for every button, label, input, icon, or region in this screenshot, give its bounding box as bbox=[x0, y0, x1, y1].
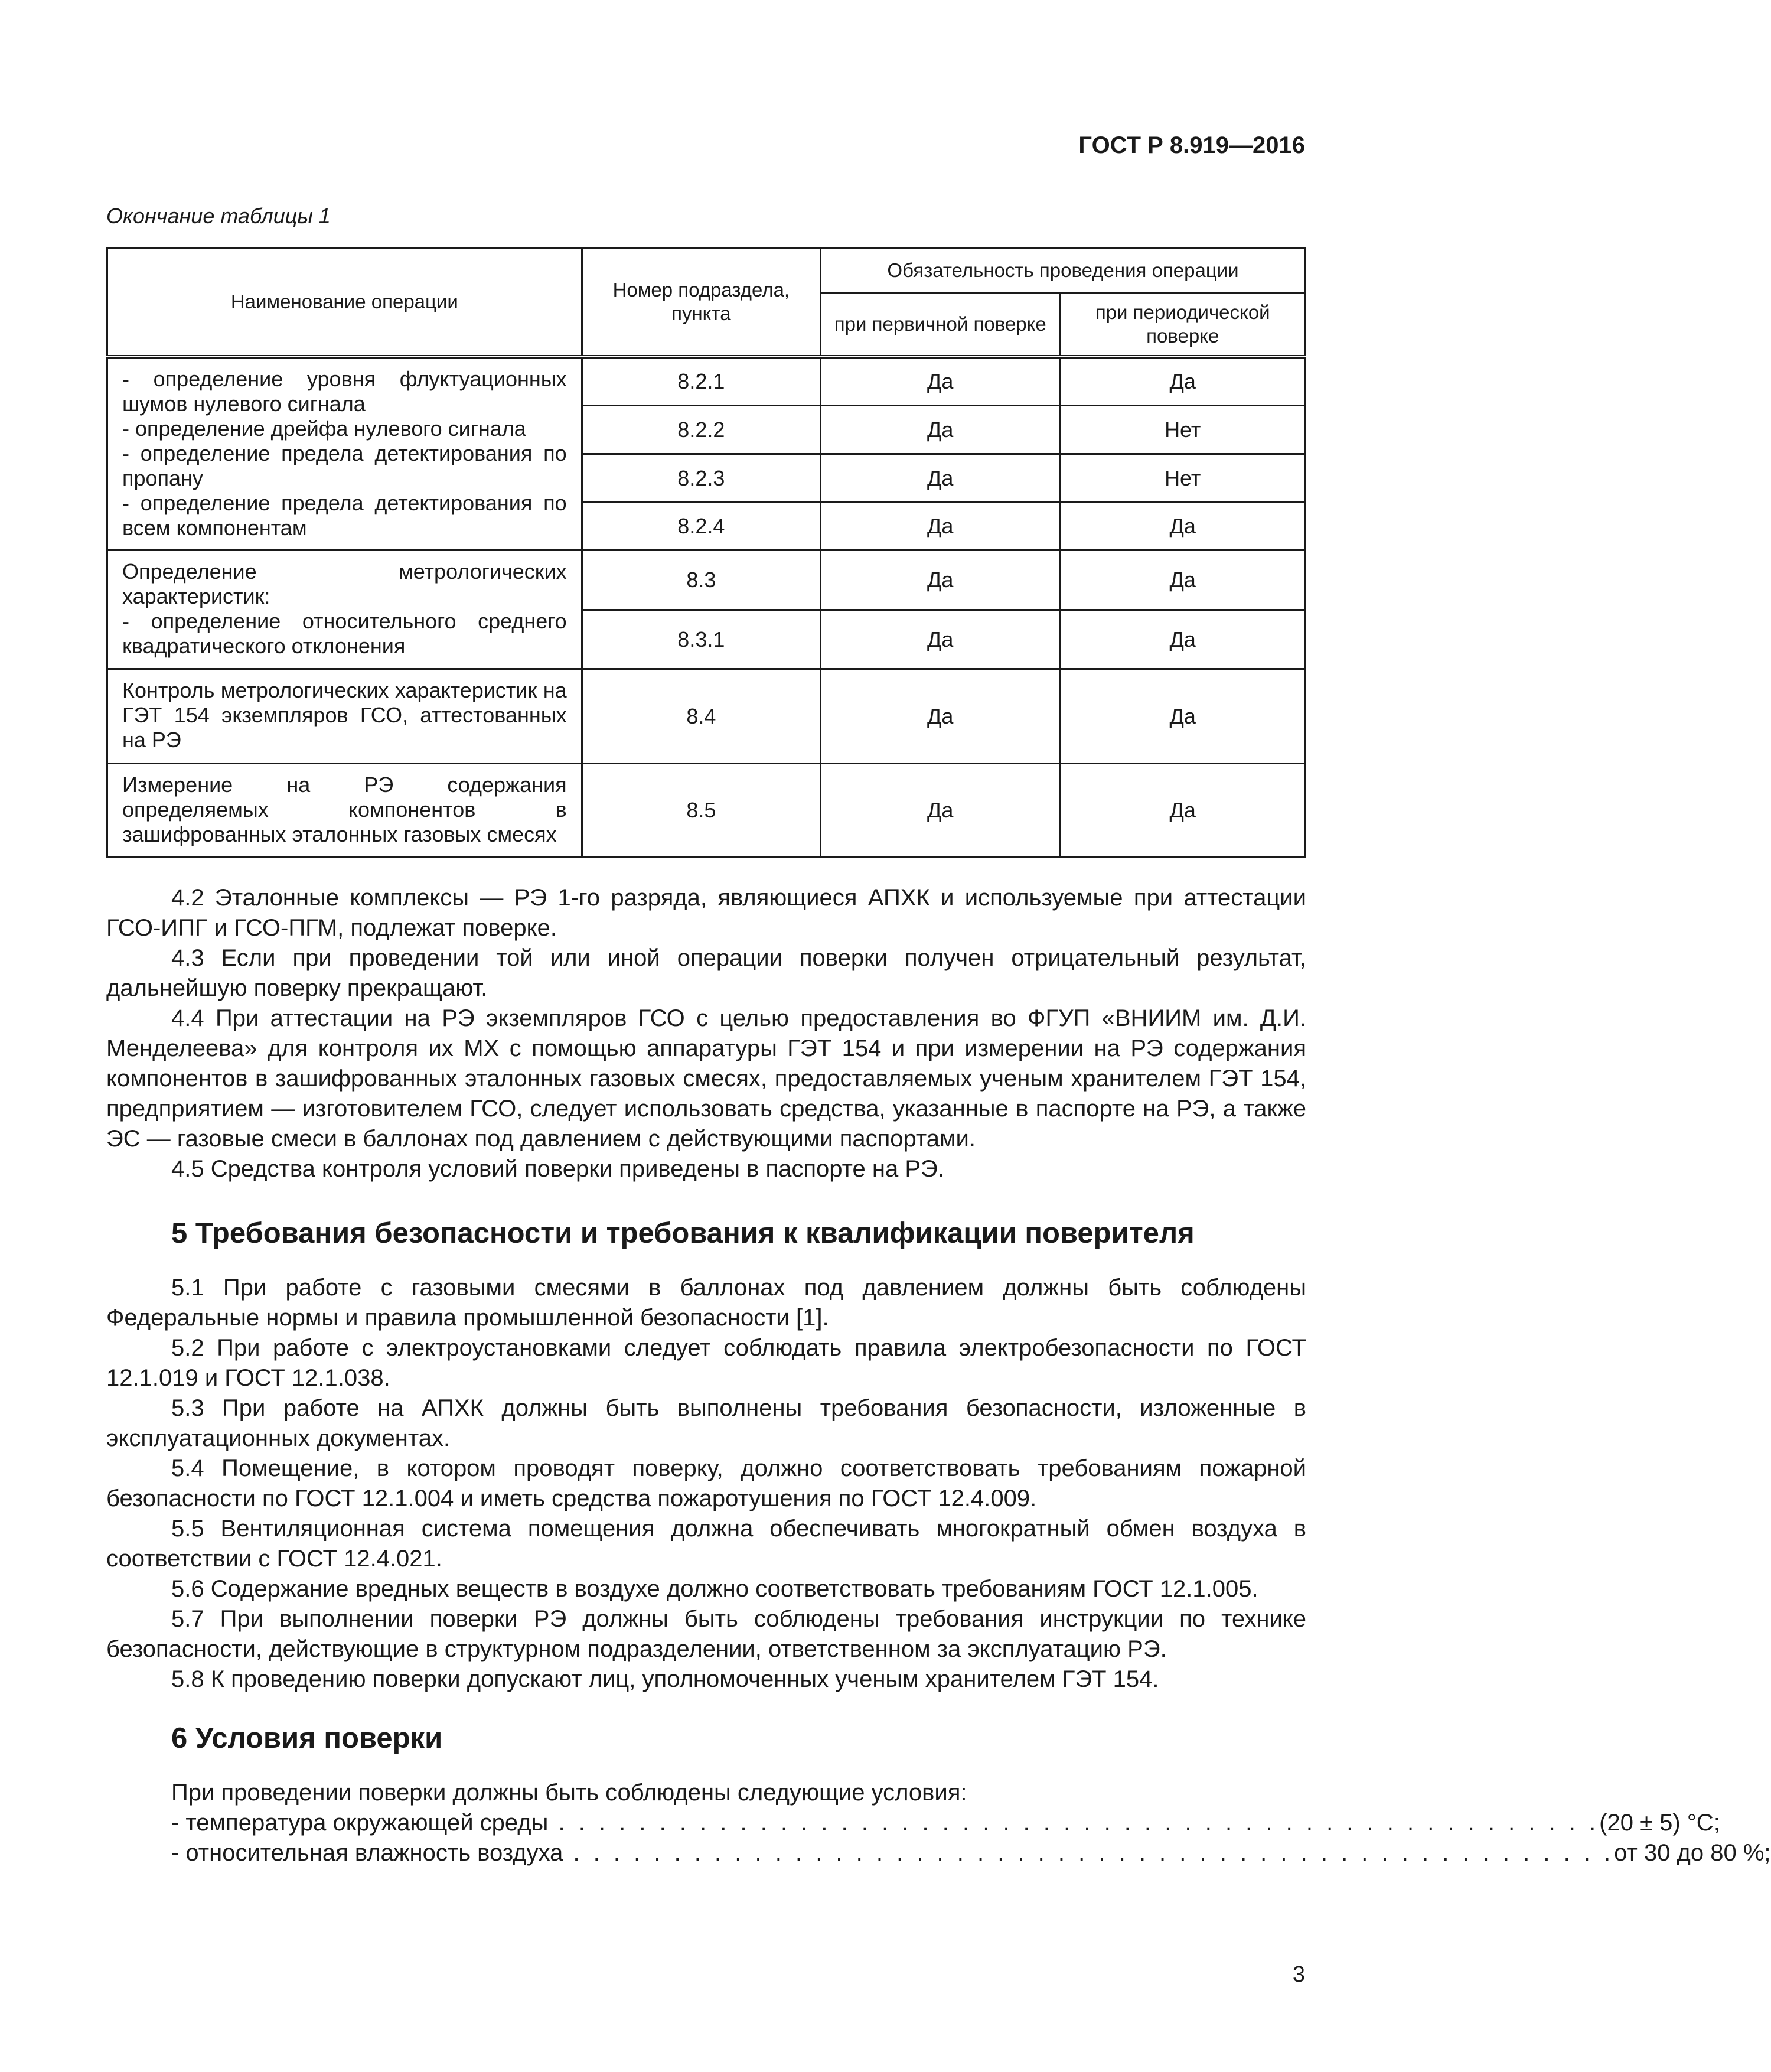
header-primary: при первичной поверке bbox=[821, 293, 1060, 357]
operation-name-line: - определение уровня флуктуационных шумов нулевого сигнала bbox=[122, 366, 567, 416]
section-cell: 8.2.2 bbox=[582, 406, 820, 454]
standard-code: ГОСТ Р 8.919—2016 bbox=[1078, 132, 1305, 158]
periodic-cell: Да bbox=[1060, 669, 1306, 764]
section-cell: 8.2.1 bbox=[582, 357, 820, 406]
section-cell: 8.2.3 bbox=[582, 454, 820, 503]
section-cell: 8.3.1 bbox=[582, 610, 820, 669]
paragraph-4-4: 4.4 При аттестации на РЭ экземпляров ГСО с целью предоставления во ФГУП «ВНИИМ им. Д.И. Менделеева» для контроля их МХ с помощью аппаратуры ГЭТ 154 и при измерении на РЭ содержания компонентов в зашифрованных эталонных газовых смесях, предоставляемых ученым хранителем ГЭТ 154, предприятием — изготовителем ГСО, следует использовать средства, указанные в паспорте на РЭ, а также ЭС — газовые смеси в баллонах под давлением с действующими паспортами. bbox=[106, 1005, 1306, 1152]
table-caption: Окончание таблицы 1 bbox=[106, 204, 331, 228]
primary-cell: Да bbox=[821, 550, 1060, 610]
periodic-cell: Да bbox=[1060, 764, 1306, 857]
paragraph-5-6: 5.6 Содержание вредных веществ в воздухе должно соответствовать требованиям ГОСТ 12.1.005. bbox=[171, 1576, 1258, 1602]
primary-cell: Да bbox=[821, 357, 1060, 406]
condition-value: от 30 до 80 %; bbox=[1614, 1840, 1771, 1866]
operation-name-line: - определение относительного среднего квадратического отклонения bbox=[122, 609, 567, 658]
operation-name-detection-group bbox=[107, 357, 582, 550]
primary-cell: Да bbox=[821, 610, 1060, 669]
leader-dots: . . . . . . . . . . . . . . . . . . . . . . . . . . . . . . . . . . . . . . . . . . . . . . . . . . . . bbox=[548, 1810, 1600, 1836]
periodic-cell: Да bbox=[1060, 503, 1306, 550]
condition-label: - температура окружающей среды bbox=[171, 1810, 549, 1836]
condition-label: - относительная влажность воздуха bbox=[171, 1840, 563, 1866]
paragraph-5-1: 5.1 При работе с газовыми смесями в баллонах под давлением должны быть соблюдены Федеральные нормы и правила промышленной безопасности [1]. bbox=[106, 1275, 1306, 1331]
paragraph-5-5: 5.5 Вентиляционная система помещения должна обеспечивать многократный обмен воздуха в соответствии с ГОСТ 12.4.021. bbox=[106, 1516, 1306, 1572]
paragraph-4-5: 4.5 Средства контроля условий поверки приведены в паспорте на РЭ. bbox=[171, 1156, 944, 1182]
operation-name-line: - определение предела детектирования по всем компонентам bbox=[122, 490, 567, 540]
paragraph-5-3: 5.3 При работе на АПХК должны быть выполнены требования безопасности, изложенные в эксплуатационных документах. bbox=[106, 1395, 1306, 1451]
primary-cell: Да bbox=[821, 503, 1060, 550]
paragraph-5-8: 5.8 К проведению поверки допускают лиц, уполномоченных ученым хранителем ГЭТ 154. bbox=[171, 1666, 1159, 1692]
periodic-cell: Да bbox=[1060, 550, 1306, 610]
paragraph-4-3: 4.3 Если при проведении той или иной операции поверки получен отрицательный результат, дальнейшую поверку прекращают. bbox=[106, 945, 1306, 1001]
periodic-cell: Да bbox=[1060, 357, 1306, 406]
section-cell: 8.4 bbox=[582, 669, 820, 764]
section-cell: 8.5 bbox=[582, 764, 820, 857]
periodic-cell: Нет bbox=[1060, 406, 1306, 454]
section6-heading: 6 Условия поверки bbox=[171, 1722, 443, 1754]
operation-name-metrology-group bbox=[107, 550, 582, 669]
page-number: 3 bbox=[1292, 1962, 1305, 1987]
header-operation-name: Наименование операции bbox=[107, 248, 582, 357]
primary-cell: Да bbox=[821, 764, 1060, 857]
paragraph-5-4: 5.4 Помещение, в котором проводят поверку, должно соответствовать требованиям пожарной безопасности по ГОСТ 12.1.004 и иметь средства пожаротушения по ГОСТ 12.4.009. bbox=[106, 1455, 1306, 1511]
header-mandatory: Обязательность проведения операции bbox=[821, 248, 1306, 293]
section5-heading: 5 Требования безопасности и требования к квалификации поверителя bbox=[171, 1217, 1195, 1249]
paragraph-5-2: 5.2 При работе с электроустановками следует соблюдать правила электробезопасности по ГОСТ 12.1.019 и ГОСТ 12.1.038. bbox=[106, 1335, 1306, 1391]
primary-cell: Да bbox=[821, 669, 1060, 764]
section-cell: 8.2.4 bbox=[582, 503, 820, 550]
conditions-intro: При проведении поверки должны быть соблюдены следующие условия: bbox=[171, 1780, 967, 1806]
leader-dots: . . . . . . . . . . . . . . . . . . . . . . . . . . . . . . . . . . . . . . . . . . . . . . . . . . . . bbox=[563, 1840, 1615, 1866]
periodic-cell: Да bbox=[1060, 610, 1306, 669]
operation-name-measurement: Измерение на РЭ содержания определяемых компонентов в зашифрованных эталонных газовых смесях bbox=[107, 764, 582, 857]
condition-humidity bbox=[171, 1838, 1771, 1868]
primary-cell: Да bbox=[821, 454, 1060, 503]
section6-body bbox=[106, 1778, 1771, 1868]
header-section-number: Номер подраздела, пункта bbox=[582, 248, 820, 357]
condition-value: (20 ± 5) °C; bbox=[1599, 1810, 1720, 1836]
operations-table bbox=[106, 247, 1306, 858]
paragraph-5-7: 5.7 При выполнении поверки РЭ должны быть соблюдены требования инструкции по технике безопасности, действующие в структурном подразделении, ответственном за эксплуатацию РЭ. bbox=[106, 1606, 1306, 1662]
section5-body bbox=[106, 1273, 1306, 1695]
operation-name-line: Определение метрологических характеристик: bbox=[122, 559, 567, 608]
operation-name-line: - определение предела детектирования по пропану bbox=[122, 441, 567, 490]
operation-name-line: - определение дрейфа нулевого сигнала bbox=[122, 416, 526, 441]
primary-cell: Да bbox=[821, 406, 1060, 454]
condition-temperature bbox=[171, 1808, 1720, 1838]
section-cell: 8.3 bbox=[582, 550, 820, 610]
paragraph-4-2: 4.2 Эталонные комплексы — РЭ 1-го разряда, являющиеся АПХК и используемые при аттестации ГСО-ИПГ и ГСО-ПГМ, подлежат поверке. bbox=[106, 885, 1306, 941]
section4-body bbox=[106, 883, 1306, 1184]
header-periodic: при периодической поверке bbox=[1060, 293, 1306, 357]
operation-name-control: Контроль метрологических характеристик на ГЭТ 154 экземпляров ГСО, аттестованных на РЭ bbox=[107, 669, 582, 764]
periodic-cell: Нет bbox=[1060, 454, 1306, 503]
